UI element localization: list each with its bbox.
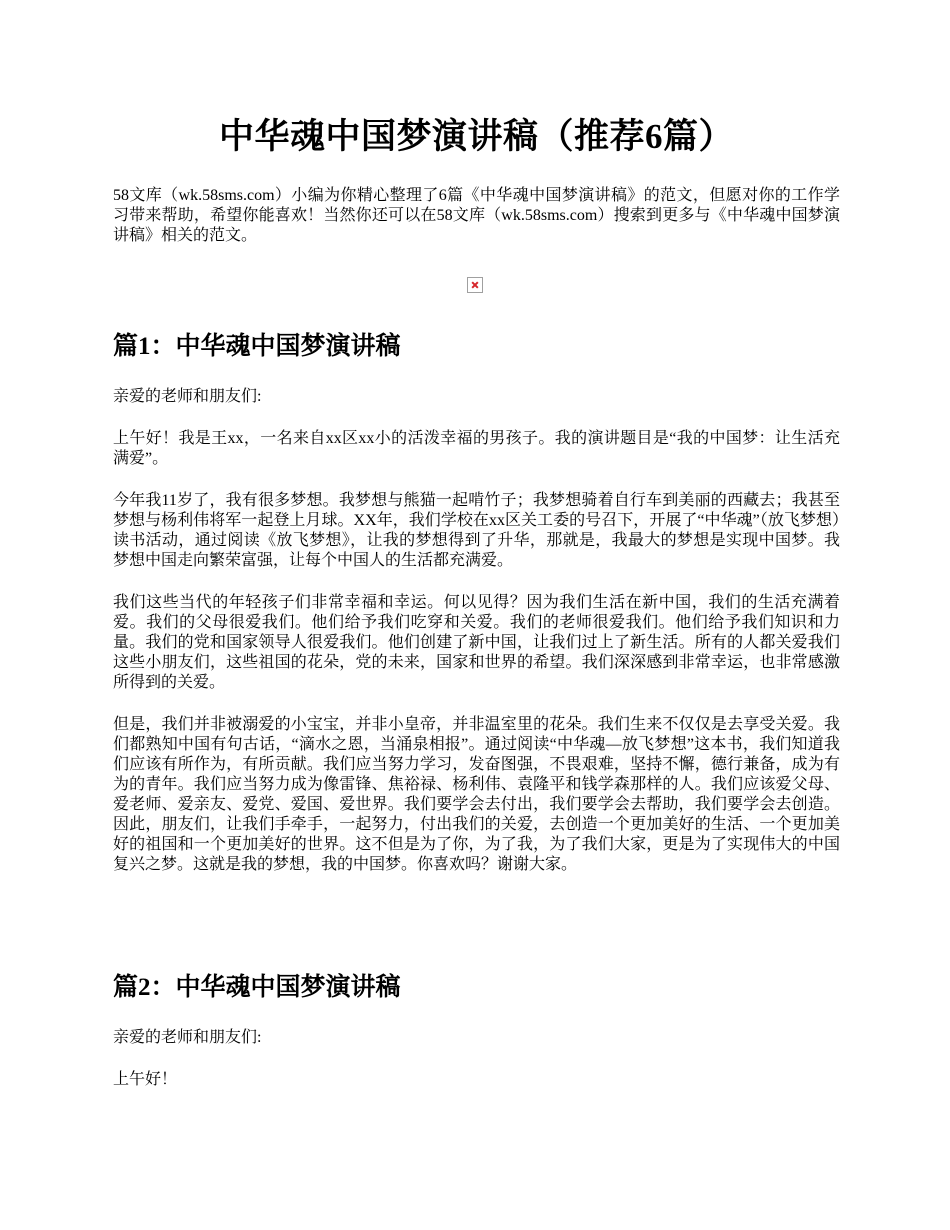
body-paragraph: 上午好！我是王xx，一名来自xx区xx小的活泼幸福的男孩子。我的演讲题目是“我的中国梦：让生活充满爱”。 xyxy=(113,430,840,467)
body-paragraph: 上午好！ xyxy=(113,1071,178,1088)
section-heading: 篇1：中华魂中国梦演讲稿 xyxy=(113,333,401,360)
broken-image-placeholder xyxy=(467,277,483,293)
section-heading: 篇2：中华魂中国梦演讲稿 xyxy=(113,974,401,1001)
intro-paragraph: 58文库（wk.58sms.com）小编为你精心整理了6篇《中华魂中国梦演讲稿》的范文，但愿对你的工作学习带来帮助，希望你能喜欢！当然你还可以在58文库（wk.58sms.com）搜索到更多与《中华魂中国梦演讲稿》相关的范文。 xyxy=(113,187,840,244)
body-paragraph: 但是，我们并非被溺爱的小宝宝，并非小皇帝，并非温室里的花朵。我们生来不仅仅是去享受关爱。我们都熟知中国有句古话，“滴水之恩，当涌泉相报”。通过阅读“中华魂—放飞梦想”这本书，我们知道我们应该有所作为，有所贡献。我们应当努力学习，发奋图强，不畏艰难，坚持不懈，德行兼备，成为有为的青年。我们应当努力成为像雷锋、焦裕禄、杨利伟、袁隆平和钱学森那样的人。我们应该爱父母、爱老师、爱亲友、爱党、爱国、爱世界。我们要学会去付出，我们要学会去帮助，我们要学会去创造。因此，朋友们，让我们手牵手，一起努力，付出我们的关爱，去创造一个更加美好的生活、一个更加美好的祖国和一个更加美好的世界。这不但是为了你，为了我，为了我们大家，更是为了实现伟大的中国复兴之梦。这就是我的梦想，我的中国梦。你喜欢吗？谢谢大家。 xyxy=(113,716,840,873)
broken-image-icon xyxy=(467,277,483,293)
body-paragraph: 我们这些当代的年轻孩子们非常幸福和幸运。何以见得？因为我们生活在新中国，我们的生活充满着爱。我们的父母很爱我们。他们给予我们吃穿和关爱。我们的老师很爱我们。他们给予我们知识和力量。我们的党和国家领导人很爱我们。他们创建了新中国，让我们过上了新生活。所有的人都关爱我们这些小朋友们，这些祖国的花朵，党的未来，国家和世界的希望。我们深深感到非常幸运，也非常感激所得到的关爱。 xyxy=(113,594,840,691)
document-title: 中华魂中国梦演讲稿（推荐6篇） xyxy=(218,117,734,156)
greeting-paragraph: 亲爱的老师和朋友们: xyxy=(113,1029,262,1046)
body-paragraph: 今年我11岁了，我有很多梦想。我梦想与熊猫一起啃竹子；我梦想骑着自行车到美丽的西藏去；我甚至梦想与杨利伟将军一起登上月球。XX年，我们学校在xx区关工委的号召下，开展了“中华魂”（放飞梦想）读书活动，通过阅读《放飞梦想》，让我的梦想得到了升华，那就是，我最大的梦想是实现中国梦。我梦想中国走向繁荣富强，让每个中国人的生活都充满爱。 xyxy=(113,492,840,569)
section-2 xyxy=(113,972,840,1090)
greeting-paragraph: 亲爱的老师和朋友们: xyxy=(113,388,262,405)
section-1 xyxy=(113,331,840,875)
